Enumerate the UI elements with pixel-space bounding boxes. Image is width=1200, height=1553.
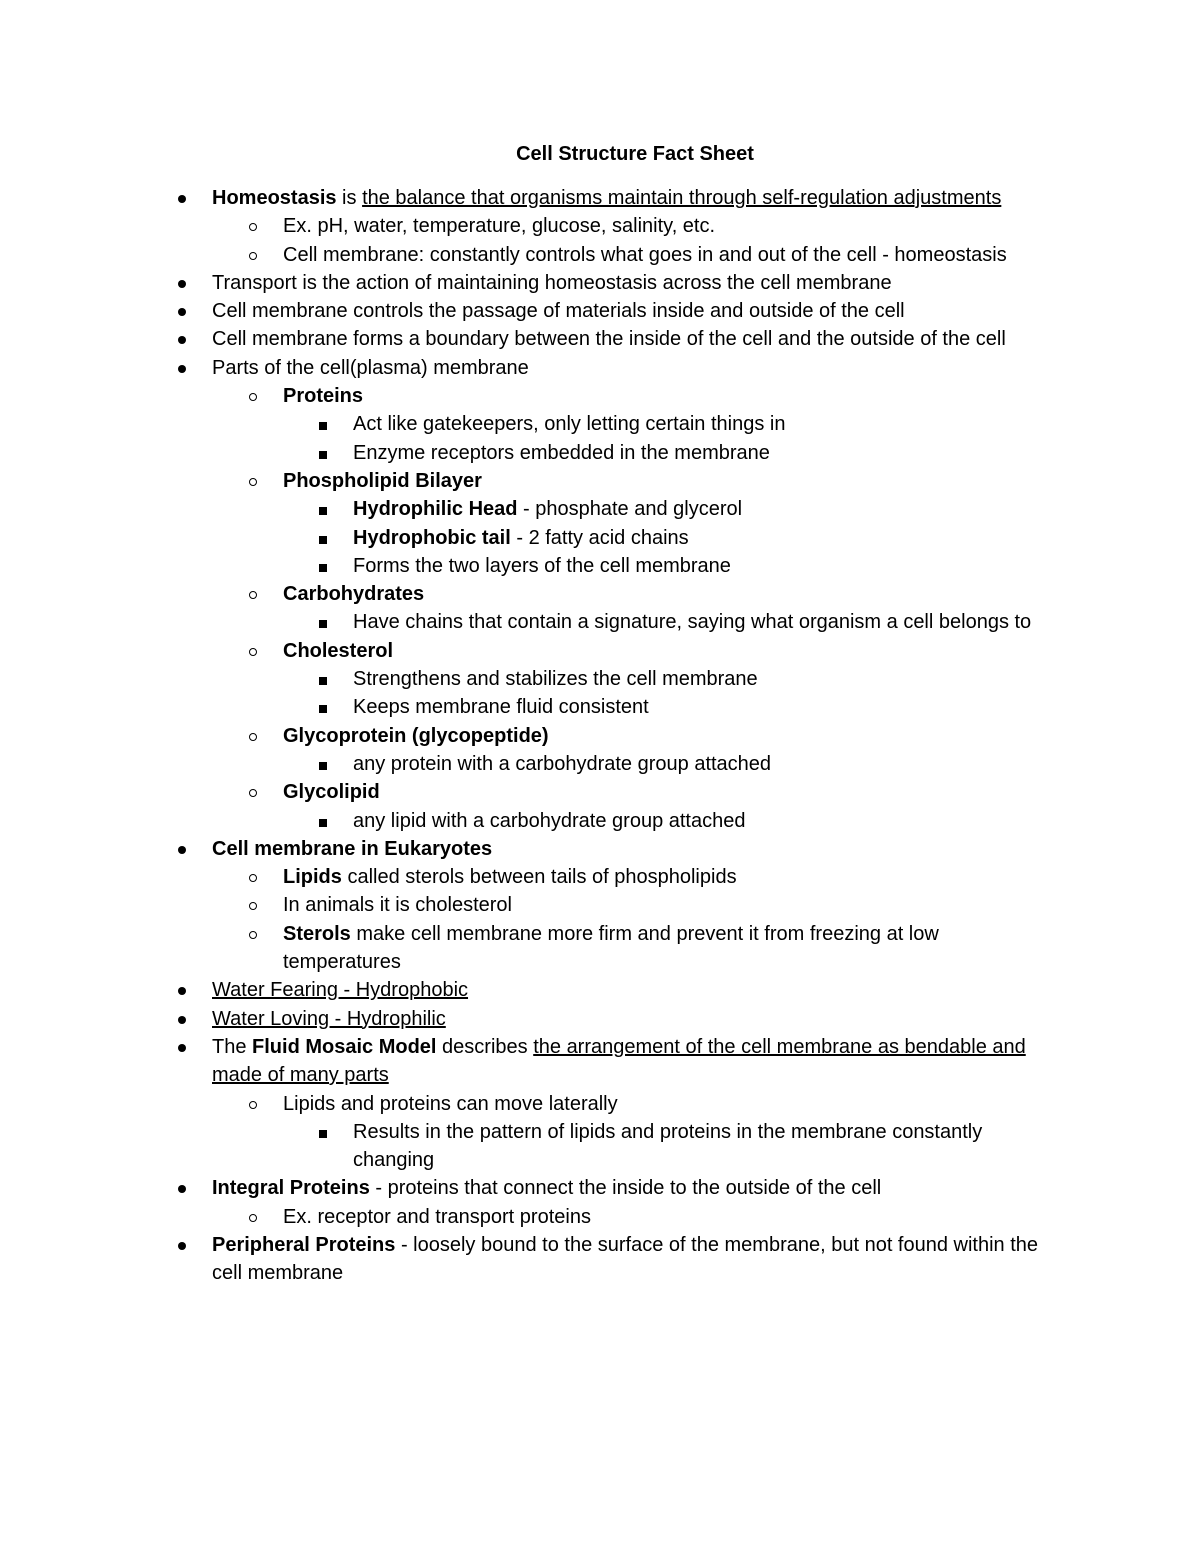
bullet-dot-icon (178, 846, 186, 854)
list-item (212, 325, 1052, 353)
list-item (283, 920, 1053, 977)
list-item (283, 382, 1053, 410)
list-item-text: In animals it is cholesterol (283, 894, 512, 917)
list-item-text: Have chains that contain a signature, saying what organism a cell belongs to (353, 611, 1032, 634)
list-item-text: is (336, 187, 363, 209)
bullet-circle-icon (249, 1214, 257, 1222)
list-item-text: Enzyme receptors embedded in the membrane (353, 441, 770, 464)
list-item (283, 722, 1053, 750)
bullet-dot-icon (178, 1016, 186, 1024)
bullet-circle-icon (249, 931, 257, 939)
list-item-text: called sterols between tails of phospholipids (341, 866, 737, 889)
list-item-text: Strengthens and stabilizes the cell membrane (353, 668, 758, 691)
bullet-square-icon (319, 705, 327, 713)
list-item-text: Ex. pH, water, temperature, glucose, salinity, etc. (283, 215, 716, 238)
list-item-text: Ex. receptor and transport proteins (283, 1205, 591, 1228)
list-item-text: Hydrophilic Head (353, 498, 518, 521)
list-item-text: any lipid with a carbohydrate group attached (353, 809, 746, 832)
bullet-dot-icon (178, 195, 186, 203)
list-item-text: the arrangement of the cell membrane as bendable and made of many parts (212, 1035, 1026, 1087)
list-item-text: Water Loving - Hydrophilic (212, 1007, 446, 1030)
list-item-text: - loosely bound to the surface of the membrane, but not found within the cell membrane (212, 1233, 1039, 1285)
bullet-square-icon (319, 1130, 327, 1138)
list-item-text: make cell membrane more firm and prevent it from freezing at low temperatures (283, 922, 939, 974)
bullet-square-icon (319, 536, 327, 544)
list-item-text: Glycolipid (283, 781, 380, 804)
list-item-text: - 2 fatty acid chains (510, 526, 689, 549)
list-item (353, 665, 1053, 693)
list-item-text: Water Fearing - Hydrophobic (212, 979, 469, 1002)
list-item-text: Phospholipid Bilayer (283, 469, 482, 492)
list-item (353, 1118, 1053, 1175)
list-item (212, 976, 1052, 1004)
list-item (353, 495, 1053, 523)
list-item (283, 891, 1053, 919)
list-item-text: Forms the two layers of the cell membrane (353, 554, 731, 577)
list-item (212, 1231, 1052, 1288)
list-item-text: - phosphate and glycerol (517, 498, 743, 521)
list-item (212, 835, 1052, 863)
list-item-text: Fluid Mosaic Model (252, 1035, 437, 1058)
list-item-text: Cell membrane forms a boundary between the inside of the cell and the outside of the cell (212, 328, 1006, 351)
list-item (212, 184, 1052, 212)
bullet-square-icon (319, 677, 327, 685)
list-item-text: Carbohydrates (283, 583, 425, 606)
list-item (283, 1203, 1053, 1231)
bullet-dot-icon (178, 280, 186, 288)
list-item-text: Integral Proteins (212, 1177, 370, 1200)
list-item-text: Homeostasis (212, 187, 337, 209)
bullet-dot-icon (178, 1242, 186, 1250)
list-item-text: Act like gatekeepers, only letting certain things in (353, 413, 786, 436)
list-item-text: the balance that organisms maintain through self-regulation adjustments (362, 187, 1002, 209)
list-item (212, 354, 1052, 382)
list-item (353, 552, 1053, 580)
bullet-circle-icon (249, 223, 257, 231)
bullet-dot-icon (178, 365, 186, 373)
bullet-dot-icon (178, 1044, 186, 1052)
bullet-circle-icon (249, 478, 257, 486)
list-item (212, 1005, 1052, 1033)
list-item (283, 212, 1053, 240)
bullet-list (0, 184, 1200, 1288)
bullet-circle-icon (249, 874, 257, 882)
list-item (283, 1090, 1053, 1118)
bullet-circle-icon (249, 591, 257, 599)
list-item-text: Parts of the cell(plasma) membrane (212, 356, 529, 379)
list-item-text: Lipids (283, 866, 342, 889)
bullet-square-icon (319, 762, 327, 770)
list-item-text: Lipids and proteins can move laterally (283, 1092, 618, 1115)
list-item-text: describes (436, 1035, 534, 1058)
list-item-text: Cholesterol (283, 639, 394, 662)
list-item (353, 410, 1053, 438)
list-item-text: Cell membrane: constantly controls what goes in and out of the cell - homeostasis (283, 243, 1007, 266)
bullet-circle-icon (249, 902, 257, 910)
bullet-circle-icon (249, 733, 257, 741)
list-item-text: Glycoprotein (glycopeptide) (283, 724, 549, 747)
page-title: Cell Structure Fact Sheet (516, 143, 754, 165)
list-item (212, 1174, 1052, 1202)
list-item (283, 637, 1053, 665)
bullet-square-icon (319, 620, 327, 628)
list-item (283, 241, 1053, 269)
list-item-text: Keeps membrane fluid consistent (353, 696, 649, 719)
list-item-text: Hydrophobic tail (353, 526, 511, 549)
list-item (353, 439, 1053, 467)
bullet-dot-icon (178, 1185, 186, 1193)
bullet-dot-icon (178, 336, 186, 344)
bullet-circle-icon (249, 789, 257, 797)
list-item-text: - proteins that connect the inside to the outside of the cell (369, 1177, 882, 1200)
list-item-text: Peripheral Proteins (212, 1233, 396, 1256)
list-item (353, 750, 1053, 778)
list-item (212, 297, 1052, 325)
bullet-square-icon (319, 451, 327, 459)
list-item (212, 269, 1052, 297)
list-item (212, 1033, 1052, 1090)
list-item (353, 807, 1053, 835)
bullet-dot-icon (178, 308, 186, 316)
bullet-square-icon (319, 564, 327, 572)
list-item (283, 863, 1053, 891)
bullet-square-icon (319, 422, 327, 430)
list-item-text: The (212, 1035, 253, 1058)
list-item-text: Cell membrane controls the passage of materials inside and outside of the cell (212, 300, 905, 323)
bullet-circle-icon (249, 393, 257, 401)
list-item-text: Sterols (283, 922, 351, 945)
bullet-circle-icon (249, 1101, 257, 1109)
bullet-circle-icon (249, 252, 257, 260)
list-item-text: Cell membrane in Eukaryotes (212, 837, 493, 860)
list-item (283, 778, 1053, 806)
list-item (353, 524, 1053, 552)
bullet-dot-icon (178, 987, 186, 995)
list-item-text: Results in the pattern of lipids and proteins in the membrane constantly changing (353, 1120, 983, 1172)
list-item-text: any protein with a carbohydrate group attached (353, 752, 772, 775)
list-item-text: Transport is the action of maintaining homeostasis across the cell membrane (212, 271, 892, 294)
list-item (283, 580, 1053, 608)
list-item-text: Proteins (283, 385, 364, 408)
bullet-circle-icon (249, 648, 257, 656)
bullet-square-icon (319, 819, 327, 827)
list-item (283, 467, 1053, 495)
list-item (353, 608, 1053, 636)
list-item (353, 693, 1053, 721)
bullet-square-icon (319, 507, 327, 515)
